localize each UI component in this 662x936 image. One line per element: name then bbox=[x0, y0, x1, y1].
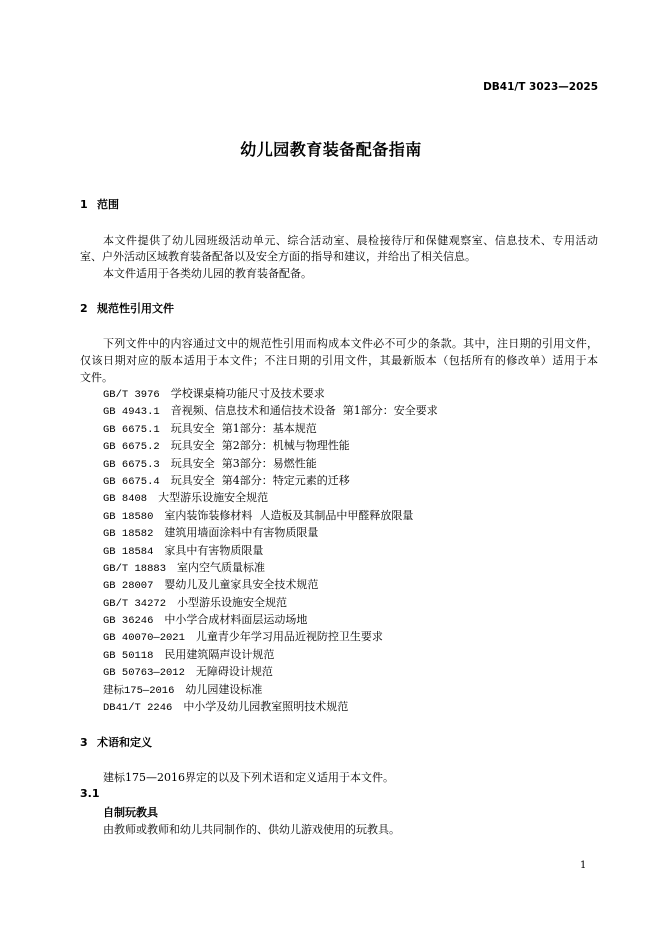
reference-title: 民用建筑隔声设计规范 bbox=[164, 647, 275, 661]
reference-code: GB 6675.3 bbox=[103, 458, 160, 471]
reference-title: 无障碍设计规范 bbox=[195, 665, 273, 679]
reference-item bbox=[103, 576, 598, 593]
reference-item bbox=[103, 437, 598, 454]
reference-item bbox=[103, 698, 598, 715]
reference-item bbox=[103, 524, 598, 541]
reference-item bbox=[103, 611, 598, 628]
reference-title: 家具中有害物质限量 bbox=[164, 543, 264, 557]
reference-code: GB 50118 bbox=[103, 649, 154, 662]
reference-title: 室内空气质量标准 bbox=[177, 560, 266, 574]
reference-item bbox=[103, 472, 598, 489]
reference-title: 玩具安全 第3部分：易燃性能 bbox=[170, 456, 317, 470]
section-number: 2 bbox=[80, 302, 88, 315]
reference-item bbox=[103, 385, 598, 402]
reference-title: 音视频、信息技术和通信技术设备 第1部分：安全要求 bbox=[170, 404, 438, 418]
reference-code: GB 6675.4 bbox=[103, 475, 160, 488]
paragraph-line: 本文件提供了幼儿园班级活动单元、综合活动室、晨检接待厅和保健观察室、信息技术、专用活动 bbox=[103, 233, 598, 247]
reference-title: 玩具安全 第2部分：机械与物理性能 bbox=[170, 439, 350, 453]
reference-item bbox=[103, 507, 598, 524]
reference-item bbox=[103, 646, 598, 663]
paragraph-line: 室、户外活动区域教育装备配备以及安全方面的指导和建议，并给出了相关信息。 bbox=[80, 249, 476, 263]
reference-title: 中小学合成材料面层运动场地 bbox=[164, 613, 308, 627]
section-title: 规范性引用文件 bbox=[97, 302, 174, 315]
term-number: 3.1 bbox=[80, 787, 100, 800]
reference-code: GB 40070—2021 bbox=[103, 632, 185, 645]
paragraph: 建标175—2016界定的以及下列术语和定义适用于本文件。 bbox=[103, 770, 394, 784]
reference-title: 学校课桌椅功能尺寸及技术要求 bbox=[170, 387, 325, 400]
section-heading-normative-references bbox=[80, 301, 174, 317]
reference-item bbox=[103, 489, 598, 506]
reference-code: GB 6675.2 bbox=[103, 441, 160, 454]
paragraph-line: 仅该日期对应的版本适用于本文件；不注日期的引用文件，其最新版本（包括所有的修改单）适用于本 bbox=[80, 353, 598, 367]
reference-item bbox=[103, 559, 598, 576]
page-number: 1 bbox=[580, 860, 587, 871]
reference-code: GB/T 3976 bbox=[103, 389, 160, 401]
reference-item bbox=[103, 455, 598, 472]
reference-code: GB 18582 bbox=[103, 528, 154, 541]
reference-code: GB 8408 bbox=[103, 493, 148, 506]
reference-title: 小型游乐设施安全规范 bbox=[177, 595, 288, 609]
reference-item bbox=[103, 420, 598, 437]
term-definition: 由教师或教师和幼儿共同制作的、供幼儿游戏使用的玩教具。 bbox=[103, 822, 400, 836]
paragraph-line: 文件。 bbox=[80, 371, 113, 384]
reference-code: GB/T 34272 bbox=[103, 597, 167, 610]
paragraph-line: 下列文件中的内容通过文中的规范性引用而构成本文件必不可少的条款。其中，注日期的引用文件， bbox=[103, 336, 598, 350]
reference-list bbox=[103, 385, 598, 715]
section-heading-scope bbox=[80, 197, 119, 213]
reference-code: GB 4943.1 bbox=[103, 406, 160, 419]
reference-code: GB 6675.1 bbox=[103, 423, 160, 436]
term-name: 自制玩教具 bbox=[103, 805, 158, 819]
reference-title: 儿童青少年学习用品近视防控卫生要求 bbox=[195, 630, 383, 644]
reference-code: GB 18580 bbox=[103, 510, 154, 523]
reference-title: 婴幼儿及儿童家具安全技术规范 bbox=[164, 578, 319, 592]
reference-code: DB41/T 2246 bbox=[103, 702, 173, 715]
reference-title: 大型游乐设施安全规范 bbox=[158, 491, 269, 505]
reference-code: GB 50763—2012 bbox=[103, 667, 185, 680]
reference-title: 玩具安全 第4部分：特定元素的迁移 bbox=[170, 473, 350, 487]
reference-item bbox=[103, 542, 598, 559]
reference-code: GB 36246 bbox=[103, 615, 154, 628]
reference-code: GB/T 18883 bbox=[103, 562, 167, 575]
section-number: 1 bbox=[80, 198, 88, 211]
section-heading-terms bbox=[80, 735, 152, 751]
section-number: 3 bbox=[80, 736, 88, 749]
reference-code: 建标175—2016 bbox=[103, 684, 175, 697]
reference-code: GB 28007 bbox=[103, 580, 154, 593]
reference-title: 中小学及幼儿园教室照明技术规范 bbox=[183, 700, 349, 714]
reference-item bbox=[103, 402, 598, 419]
reference-item bbox=[103, 681, 598, 698]
reference-item bbox=[103, 594, 598, 611]
paragraph: 本文件适用于各类幼儿园的教育装备配备。 bbox=[103, 266, 312, 280]
reference-item bbox=[103, 663, 598, 680]
reference-title: 幼儿园建设标准 bbox=[185, 682, 263, 696]
section-title: 术语和定义 bbox=[97, 736, 152, 749]
reference-title: 玩具安全 第1部分：基本规范 bbox=[170, 421, 317, 435]
document-number: DB41/T 3023—2025 bbox=[483, 81, 598, 93]
reference-code: GB 18584 bbox=[103, 545, 154, 558]
document-title: 幼儿园教育装备配备指南 bbox=[240, 140, 422, 159]
reference-item bbox=[103, 628, 598, 645]
reference-title: 室内装饰装修材料 人造板及其制品中甲醛释放限量 bbox=[164, 508, 414, 522]
reference-title: 建筑用墙面涂料中有害物质限量 bbox=[164, 526, 319, 540]
section-title: 范围 bbox=[97, 198, 119, 211]
